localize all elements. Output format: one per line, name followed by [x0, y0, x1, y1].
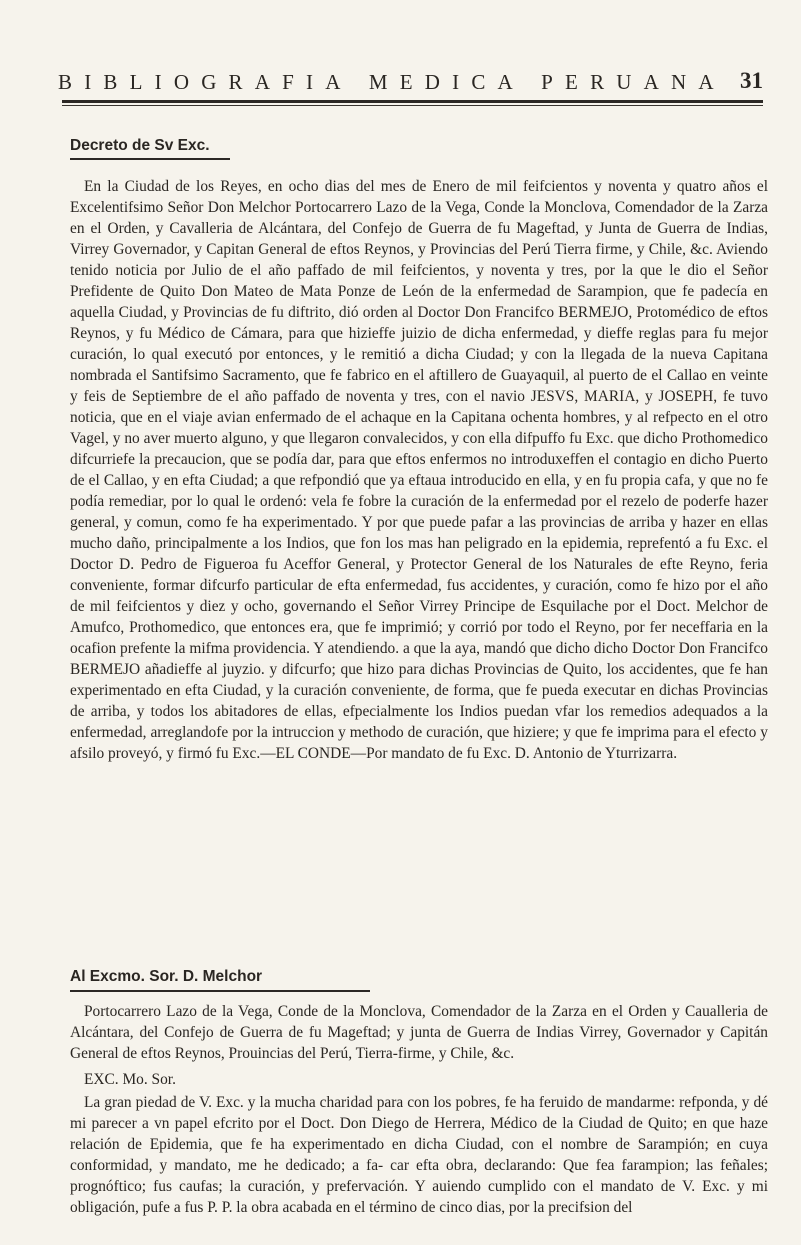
decree-body: En la Ciudad de los Reyes, en ocho dias del mes de Enero de mil feifcientos y noventa y quatro años el Excelentifsimo Señor Don Melchor Portocarrero Lazo de la Vega, Conde la Monclova, Comendador de la Zarza en el Orden, y Cavalleria de Alcántara, del Confejo de Guerra de fu Mageftad, y Junta de Guerra de Indias, Virrey Governador, y Capitan General de eftos Reynos, y Provincias del Perú Tierra firme, y Chile, &c. Aviendo tenido noticia por Julio de el año paffado de mil feifcientos, y noventa y tres, por la que le dio el Señor Prefidente de Quito Don Mateo de Mata Ponze de León de la enfermedad de Sarampion, que fe padecía en aquella Ciudad, y Provincias de fu diftrito, dió orden al Doctor Don Francifco BERMEJO, Protomédico de eftos Reynos, y fu Médico de Cámara, para que hizieffe juizio de dicha enfermedad, y dieffe reglas para fu mejor curación, lo qual executó por entonces, y le remitió a dicha Ciudad; y con la llegada de la nueva Capitana nombrada el Santifsimo Sacramento, que fe fabrico en el aftillero de Guayaquil, al puerto de el Callao en veinte y feis de Septiembre de el año paffado de noventa y tres, con el navio JESVS, MARIA, y JOSEPH, fe tuvo noticia, que en el viaje avian enfermado de el achaque en la Capitana ochenta hombres, y al refpecto en el otro Vagel, y no aver muerto alguno, y que llegaron convalecidos, y con ella difpuffo fu Exc. que dicho Prothomedico difcurriefe la precaucion, que se podía dar, para que eftos enfermos no introduxeffen el contagio en dicho Puerto de el Callao, y en efta Ciudad; a que refpondió que ya eftaua introducido en ella, y en fu propia cafa, y que no fe podía remediar, por lo qual le ordenó: vela fe fobre la curación de la enfermedad por el rezelo de poderfe hazer general, y comun, como fe ha experimentado. Y por que puede pafar a las provincias de arriba y hazer en ellas mucho daño, principalmente a los Indios, que fon los mas han peligrado en la epidemia, reprefentó a fu Exc. el Doctor D. Pedro de Figueroa fu Aceffor General, y Protector General de los Naturales de efte Reyno, feria conveniente, formar difcurfo particular de efta enfermedad, fus accidentes, y curación, como fe hizo por el año de mil feifcientos y diez y ocho, governando el Señor Virrey Principe de Esquilache por el Doct. Melchor de Amufco, Prothomedico, que entonces era, que fe imprimió; y corrió por todo el Reyno, por fer neceffaria en la ocafion prefente la mifma providencia. Y atendiendo. a que la aya, mandó que dicho dicho Doctor Don Francifco BERMEJO añadieffe al juyzio. y difcurfo; que hizo para dichas Provincias de Quito, los accidentes, que fe han experimentado en efta Ciudad, y la curación conveniente, de forma, que fe pueda executar en dichas Provincias de arriba, y todos los abitadores de ellas, efpecialmente los Indios puedan vfar los remedios adequados a la enfermedad, arreglandofe por la intruccion y methodo de curación, que hiziere; y que fe imprima para el efecto y afsilo proveyó, y firmó fu Exc.—EL CONDE—Por mandato de fu Exc. D. Antonio de Yturrizarra.: [70, 178, 768, 762]
dedication-salutation: EXC. Mo. Sor.: [84, 1071, 176, 1088]
page-number: 31: [740, 68, 763, 93]
running-head: [58, 66, 763, 98]
dedication-body: La gran piedad de V. Exc. y la mucha charidad para con los pobres, fe ha feruido de mandarme: refponda, y dé mi parecer a vn papel efcrito por el Doct. Don Diego de Herrera, Médico de la Ciudad de Quito; en que haze relación de Epidemia, que fe ha experimentado en dicha Ciudad, con el nombre de Sarampión; en cuya conformidad, y mandato, me he dedicado; a fa- car efta obra, declarando: Que fea farampion; las feñales; prognóftico; fus caufas; la curación, y prefervación. Y auiendo cumplido con el mandato de V. Exc. y mi obligación, pufe a fus P. P. la obra acabada en el término de cinco dias, por la precifsion del: [70, 1094, 768, 1216]
dedication-heading-underline: [70, 990, 370, 992]
dedication-heading: Al Excmo. Sor. D. Melchor: [70, 968, 263, 985]
header-rule-thick: [62, 100, 763, 103]
header-rule-thin: [62, 105, 763, 106]
decree-heading-underline: [70, 158, 230, 160]
dedication-address: Portocarrero Lazo de la Vega, Conde de la Monclova, Comendador de la Zarza en el Orden y Caualleria de Alcántara, del Confejo de Guerra de fu Mageftad; y junta de Guerra de Indias Virrey, Governador y Capitán General de eftos Reynos, Prouincias del Perú, Tierra-firme, y Chile, &c.: [70, 1003, 768, 1062]
decree-heading: Decreto de Sv Exc.: [70, 137, 210, 154]
running-title: BIBLIOGRAFIA MEDICA PERUANA: [58, 70, 726, 94]
